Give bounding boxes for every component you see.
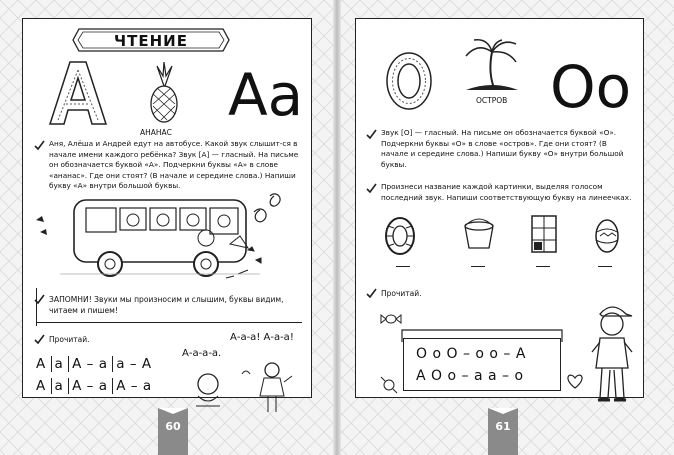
big-letters-oo: Oo (550, 53, 632, 121)
island-caption: ОСТРОВ (476, 96, 508, 105)
pineapple-icon (145, 62, 183, 124)
remember-note: ЗАПОМНИ! Звуки мы произносим и слышим, буквы видим, читаем и пишем! (49, 295, 284, 315)
pineapple-caption: АНАНАС (140, 128, 172, 137)
tire-icon (384, 216, 416, 256)
checkmark-icon (366, 129, 377, 140)
bus-illustration (30, 190, 310, 286)
board-row-1: О о О – о о – А (416, 346, 526, 362)
speech-shout-1: А-а-а! А-а-а! (230, 332, 294, 343)
read-label: Прочитай. (49, 335, 90, 344)
syllable: А (36, 378, 46, 394)
big-letter-a-outline (48, 60, 108, 126)
syllable-row-2 (36, 378, 152, 394)
section-title: ЧТЕНИЕ (114, 32, 188, 50)
syllable: а – А (112, 356, 151, 372)
syllable: а (51, 378, 64, 394)
syllable: а (51, 356, 64, 372)
task-a-text: Аня, Алёша и Андрей едут на автобусе. Какой звук слышит-ся в начале имени каждого ребёнка? Звук [А] — гласный. На письме он обозначается буквой «А». Подчеркни буквы «А» в слове «ананас». Где они стоят? (В начале и середине слова.) Напиши букву «А» внутри большой буквы. (49, 139, 299, 191)
children-illustration (190, 362, 310, 414)
checkmark-icon (366, 183, 377, 194)
task-o-text: Звук [О] — гласный. На письме он обозначается буквой «О». Подчеркни буквы «О» в слове «остров». Где они стоят? (В начале и середине слова.) Напиши букву «О» внутри большой буквы. (381, 128, 624, 169)
syllable: А – а (68, 378, 107, 394)
page-number-left: 60 (158, 408, 188, 455)
board-row-2: А О о – а а – о (416, 368, 524, 384)
answer-line[interactable] (471, 266, 485, 267)
candy-icon (380, 376, 398, 394)
read-label: Прочитай. (381, 289, 422, 298)
big-letter-o-outline (384, 50, 434, 112)
checkmark-icon (34, 334, 45, 345)
palm-island-icon (462, 38, 522, 94)
task-sounds-text: Произнеси название каждой картинки, выделяя голосом последний звук. Напиши соответствующую букву на линеечках. (381, 182, 632, 202)
checkmark-icon (34, 294, 45, 305)
syllable-row-1 (36, 356, 152, 372)
egg-icon (594, 216, 620, 254)
divider (36, 322, 302, 323)
window-icon (530, 214, 558, 256)
board-strings (396, 326, 568, 342)
boy-illustration (590, 300, 634, 408)
big-letters-aa: Aa (228, 61, 304, 129)
speech-shout-2: А-а-а-а. (182, 348, 222, 359)
checkmark-icon (366, 288, 377, 299)
checkmark-icon (34, 140, 45, 151)
syllable: А (36, 356, 46, 372)
answer-line[interactable] (598, 266, 612, 267)
candy-icon (380, 312, 402, 326)
syllable: А – а (112, 378, 151, 394)
bucket-icon (462, 218, 496, 252)
answer-line[interactable] (536, 266, 550, 267)
answer-line[interactable] (396, 266, 410, 267)
syllable: А – а (68, 356, 107, 372)
heart-icon (566, 374, 584, 390)
page-number-right: 61 (488, 408, 518, 455)
book-gutter (333, 0, 341, 455)
